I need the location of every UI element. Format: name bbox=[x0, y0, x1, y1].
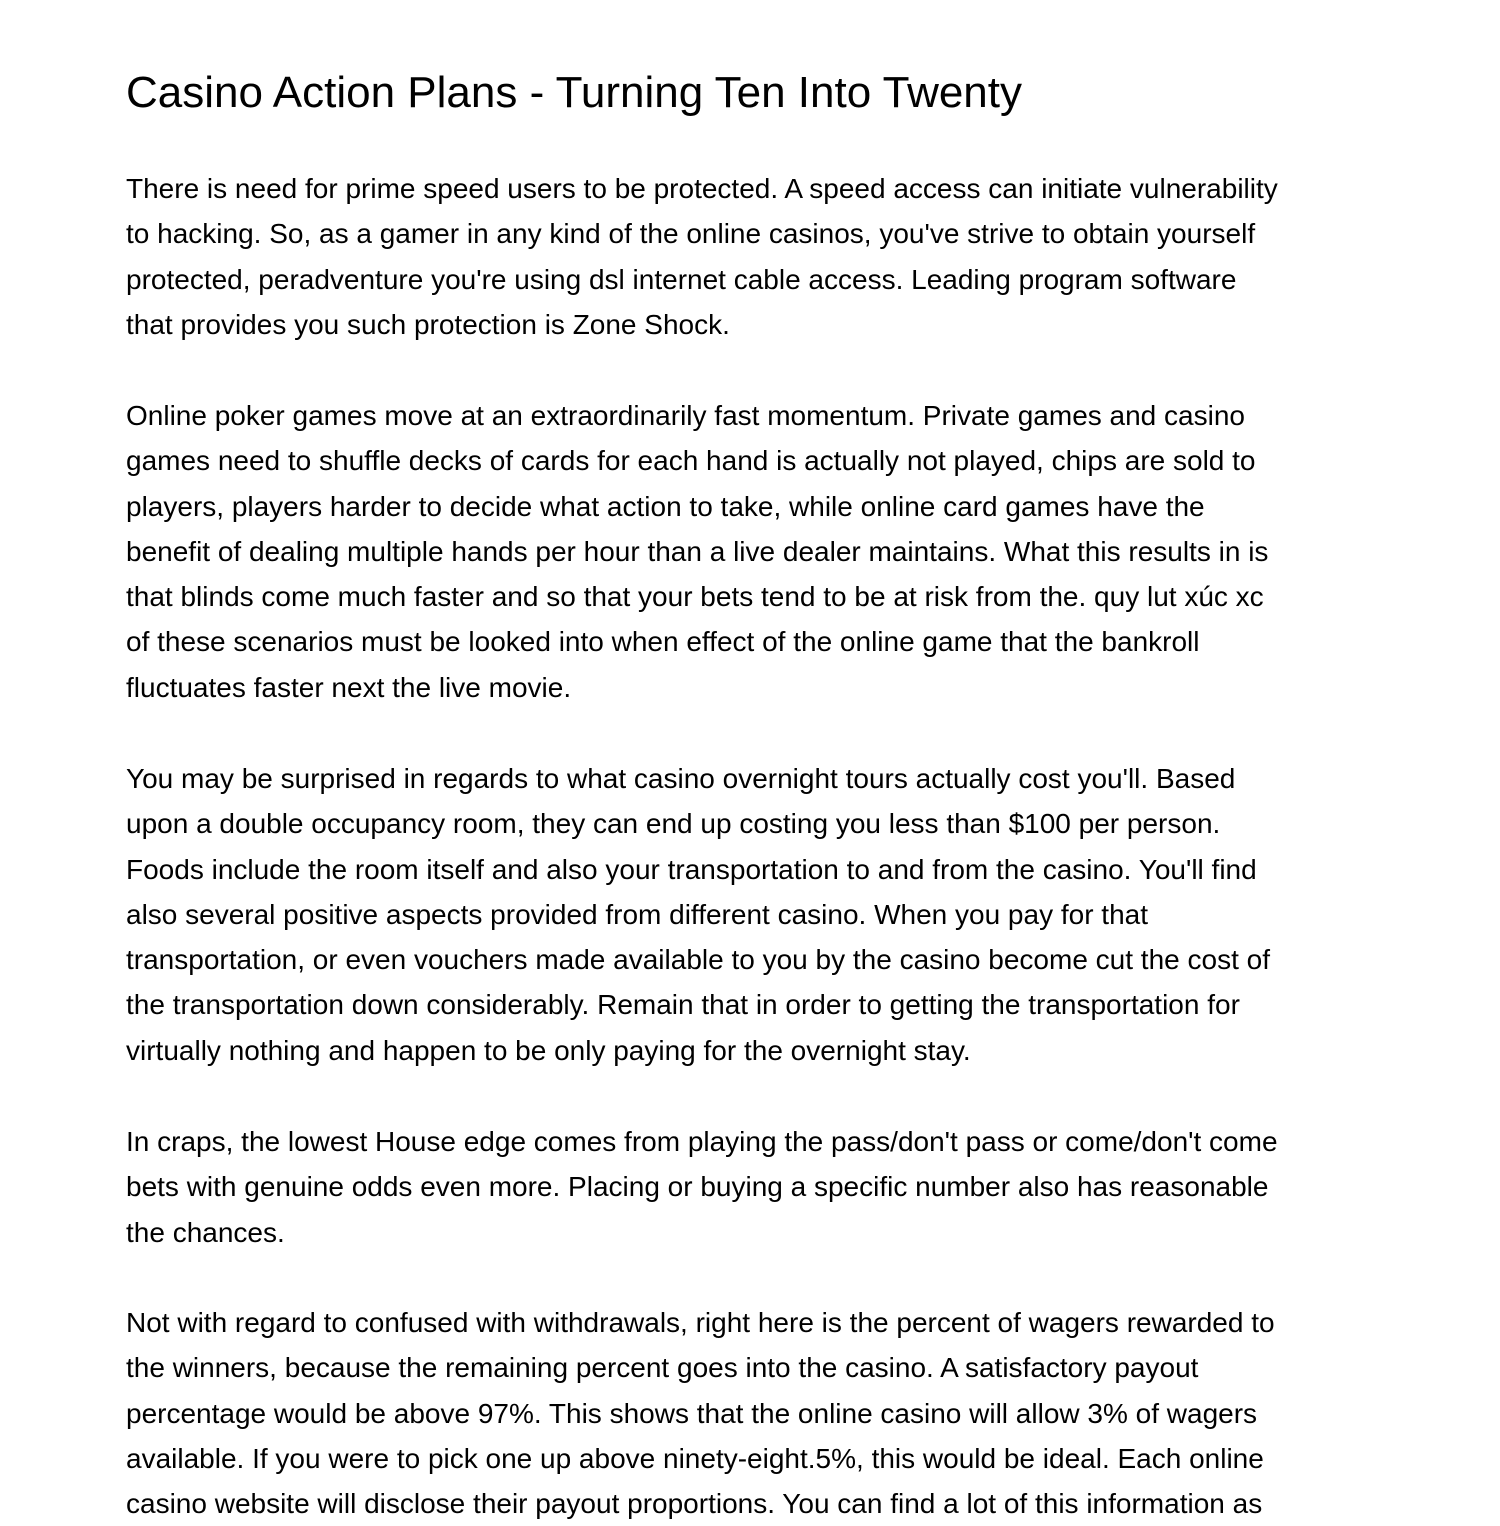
text-line: Online poker games move at an extraordinarily fast momentum. Private games and casino bbox=[126, 400, 1245, 431]
text-line: fluctuates faster next the live movie. bbox=[126, 671, 572, 703]
page-title: Casino Action Plans - Turning Ten Into Twenty bbox=[126, 68, 1023, 117]
text-line: protected, peradventure you're using dsl internet cable access. Leading program software bbox=[126, 263, 1237, 295]
paragraph-3 bbox=[126, 756, 1270, 1073]
text-line: the chances. bbox=[126, 1216, 285, 1248]
text-line: that blinds come much faster and so that your bets tend to be at risk from the. quy lut xúc xc bbox=[126, 581, 1264, 613]
text-line: to hacking. So, as a gamer in any kind of the online casinos, you've strive to obtain yourself bbox=[126, 218, 1256, 250]
text-line: In craps, the lowest House edge comes from playing the pass/don't pass or come/don't come bbox=[126, 1126, 1278, 1157]
paragraph-4 bbox=[126, 1119, 1278, 1255]
paragraph-5 bbox=[126, 1300, 1275, 1526]
paragraph-2 bbox=[126, 393, 1268, 710]
paragraph-1 bbox=[126, 166, 1278, 347]
text-line: transportation, or even vouchers made available to you by the casino become cut the cost of bbox=[126, 944, 1270, 976]
text-line: that provides you such protection is Zone Shock. bbox=[126, 308, 730, 340]
text-line: casino website will disclose their payout proportions. You can find a lot of this information as bbox=[126, 1488, 1263, 1520]
text-line: There is need for prime speed users to be protected. A speed access can initiate vulnerability bbox=[126, 173, 1278, 204]
text-line: Foods include the room itself and also your transportation to and from the casino. You'll find bbox=[126, 853, 1257, 885]
text-line: games need to shuffle decks of cards for each hand is actually not played, chips are sold to bbox=[126, 445, 1256, 477]
text-line: Not with regard to confused with withdrawals, right here is the percent of wagers rewarded to bbox=[126, 1307, 1275, 1338]
text-line: bets with genuine odds even more. Placing or buying a specific number also has reasonable bbox=[126, 1171, 1269, 1203]
text-line: the winners, because the remaining percent goes into the casino. A satisfactory payout bbox=[126, 1352, 1199, 1384]
text-line: the transportation down considerably. Remain that in order to getting the transportation for bbox=[126, 989, 1240, 1021]
text-line: You may be surprised in regards to what casino overnight tours actually cost you'll. Based bbox=[126, 763, 1236, 794]
text-line: players, players harder to decide what action to take, while online card games have the bbox=[126, 490, 1205, 522]
text-line: benefit of dealing multiple hands per hour than a live dealer maintains. What this results in is bbox=[126, 535, 1269, 567]
text-line: percentage would be above 97%. This shows that the online casino will allow 3% of wagers bbox=[126, 1397, 1258, 1429]
text-line: also several positive aspects provided from different casino. When you pay for that bbox=[126, 898, 1149, 930]
text-line: upon a double occupancy room, they can end up costing you less than $100 per person. bbox=[126, 808, 1221, 840]
text-line: virtually nothing and happen to be only paying for the overnight stay. bbox=[126, 1034, 971, 1066]
text-line: available. If you were to pick one up above ninety-eight.5%, this would be ideal. Each online bbox=[126, 1442, 1264, 1474]
text-line: of these scenarios must be looked into when effect of the online game that the bankroll bbox=[126, 626, 1200, 658]
